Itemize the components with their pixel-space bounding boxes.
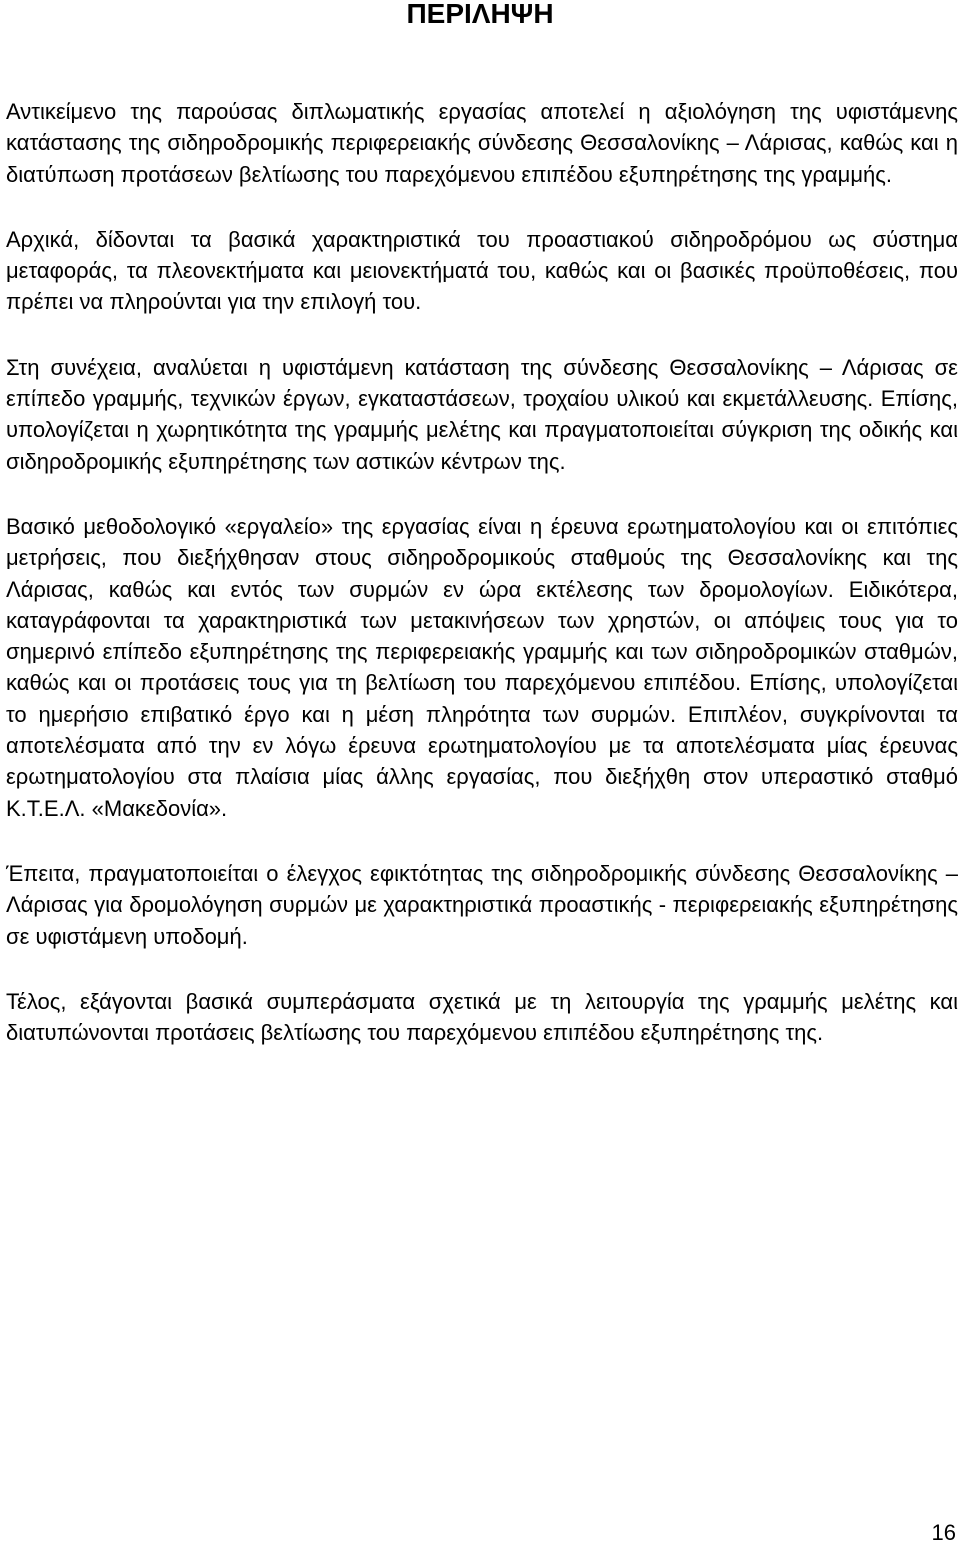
paragraph-objective: Αντικείμενο της παρούσας διπλωματικής εργασίας αποτελεί η αξιολόγηση της υφιστάμενης κατάστασης της σιδηροδρομικής περιφερειακής σύνδεσης Θεσσαλονίκης – Λάρισας, καθώς και η διατύπωση προτάσεων βελτίωσης του παρεχόμενου επιπέδου εξυπηρέτησης της γραμμής. <box>6 99 958 187</box>
paragraph-characteristics: Αρχικά, δίδονται τα βασικά χαρακτηριστικά του προαστιακού σιδηροδρόμου ως σύστημα μεταφοράς, τα πλεονεκτήματα και μειονεκτήματά του, καθώς και οι βασικές προϋποθέσεις, που πρέπει να πληρούνται για την επιλογή του. <box>6 226 958 315</box>
paragraph-feasibility: Έπειτα, πραγματοποιείται ο έλεγχος εφικτότητας της σιδηροδρομικής σύνδεσης Θεσσαλονίκης – Λάρισας για δρομολόγηση συρμών με χαρακτηριστικά προαστικής - περιφερειακής εξυπηρέτησης σε υφιστάμενη υποδομή. <box>6 860 958 949</box>
page-title: ΠΕΡΙΛΗΨΗ <box>406 0 554 29</box>
paragraph-conclusions: Τέλος, εξάγονται βασικά συμπεράσματα σχετικά με τη λειτουργία της γραμμής μελέτης και διατυπώνονται προτάσεις βελτίωσης του παρεχόμενου επιπέδου εξυπηρέτησης της. <box>6 988 958 1046</box>
page-number: 16 <box>931 1520 956 1545</box>
abstract-body <box>6 96 958 1082</box>
paragraph-methodology: Βασικό μεθοδολογικό «εργαλείο» της εργασίας είναι η έρευνα ερωτηματολογίου και οι επιτόπιες μετρήσεις, που διεξήχθησαν στους σιδηροδρομικούς σταθμούς της Θεσσαλονίκης και της Λάρισας, καθώς και εντός των συρμών εν ώρα εκτέλεσης των δρομολογίων. Ειδικότερα, καταγράφονται τα χαρακτηριστικά των μετακινήσεων των χρηστών, οι απόψεις τους για το σημερινό επίπεδο εξυπηρέτησης της περιφερειακής γραμμής και των σιδηροδρομικών σταθμών, καθώς και οι προτάσεις τους για τη βελτίωση του παρεχόμενου επιπέδου. Επίσης, υπολογίζεται το ημερήσιο επιβατικό έργο και η μέση πληρότητα των συρμών. Επιπλέον, συγκρίνονται τα αποτελέσματα από την εν λόγω έρευνα ερωτηματολογίου με τα αποτελέσματα μίας έρευνας ερωτηματολογίου στα πλαίσια μίας άλλης εργασίας, που διεξήχθη στον υπεραστικό σταθμό Κ.Τ.Ε.Λ. «Μακεδονία». <box>6 513 958 821</box>
paragraph-current-state: Στη συνέχεια, αναλύεται η υφιστάμενη κατάσταση της σύνδεσης Θεσσαλονίκης – Λάρισας σε επίπεδο γραμμής, τεχνικών έργων, εγκαταστάσεων, τροχαίου υλικού και εκμετάλλευσης. Επίσης, υπολογίζεται η χωρητικότητα της γραμμής μελέτης και πραγματοποιείται σύγκριση της οδικής και σιδηροδρομικής εξυπηρέτησης των αστικών κέντρων της. <box>6 354 958 474</box>
